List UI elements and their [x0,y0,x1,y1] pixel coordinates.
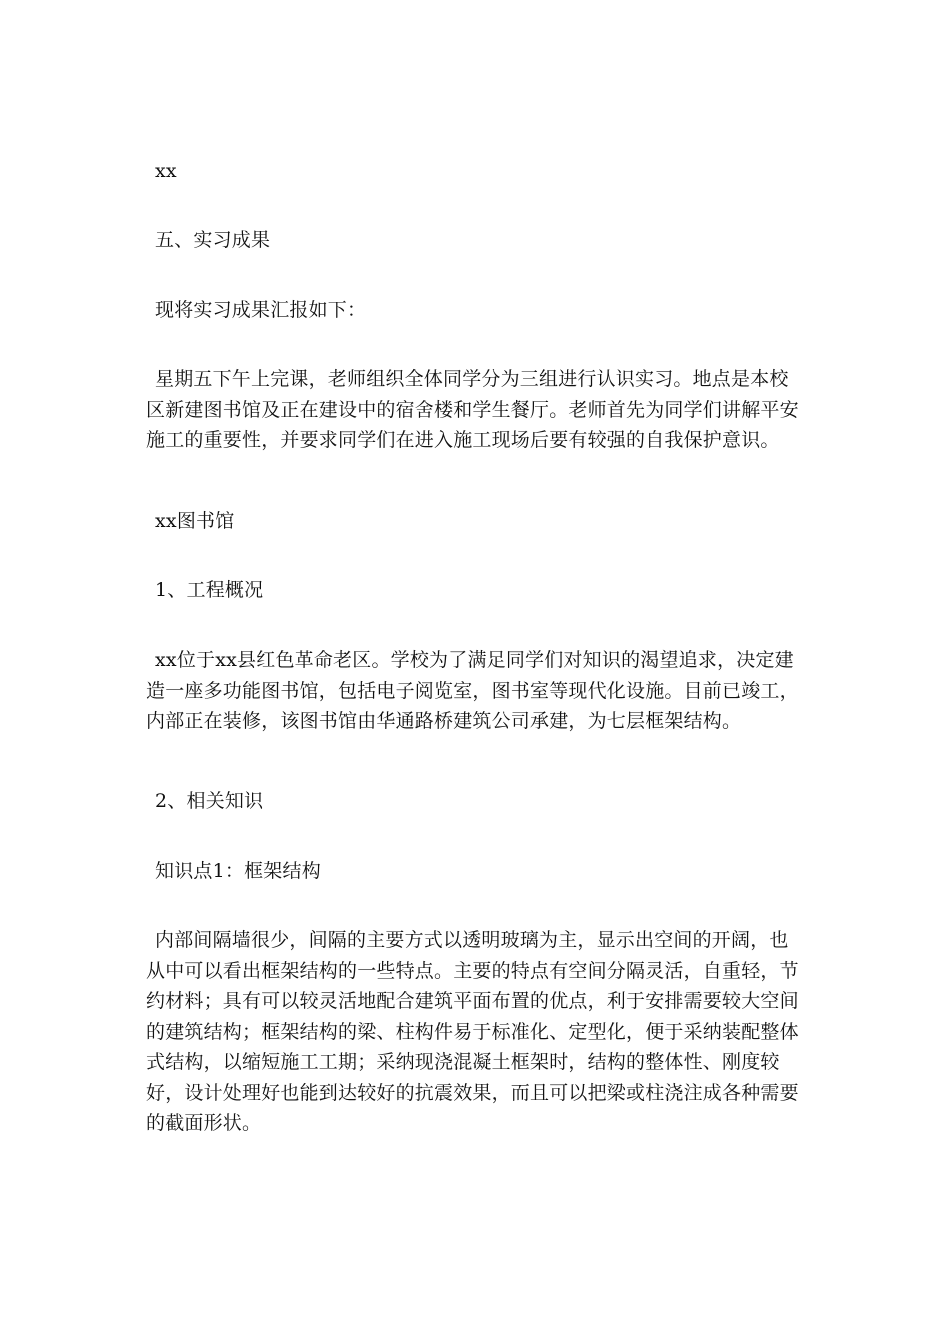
paragraph-project-overview: xx位于xx县红色革命老区。学校为了满足同学们对知识的渴望追求，决定建造一座多功能图书馆，包括电子阅览室，图书室等现代化设施。目前已竣工，内部正在装修，该图书馆由华通路桥建筑公司承建，为七层框架结构。 [146,649,799,732]
heading-related-knowledge: 2、相关知识 [155,790,264,812]
paragraph-internship-description: 星期五下午上完课，老师组织全体同学分为三组进行认识实习。地点是本校区新建图书馆及正在建设中的宿舍楼和学生餐厅。老师首先为同学们讲解平安施工的重要性，并要求同学们在进入施工现场后要有较强的自我保护意识。 [146,368,799,451]
heading-knowledge-point-1: 知识点1：框架结构 [155,860,321,882]
heading-project-overview: 1、工程概况 [155,579,264,601]
heading-internship-results: 五、实习成果 [155,229,271,251]
paragraph-report-intro: 现将实习成果汇报如下： [155,299,367,321]
heading-library: xx图书馆 [155,510,235,532]
paragraph-frame-structure: 内部间隔墙很少，间隔的主要方式以透明玻璃为主，显示出空间的开阔，也从中可以看出框架结构的一些特点。主要的特点有空间分隔灵活，自重轻，节约材料；具有可以较灵活地配合建筑平面布置的优点，利于安排需要较大空间的建筑结构；框架结构的梁、柱构件易于标准化、定型化，便于采纳装配整体式结构，以缩短施工工期；采纳现浇混凝土框架时，结构的整体性、刚度较好，设计处理好也能到达较好的抗震效果，而且可以把梁或柱浇注成各种需要的截面形状。 [146,929,799,1134]
paragraph-xx: xx [155,160,177,182]
